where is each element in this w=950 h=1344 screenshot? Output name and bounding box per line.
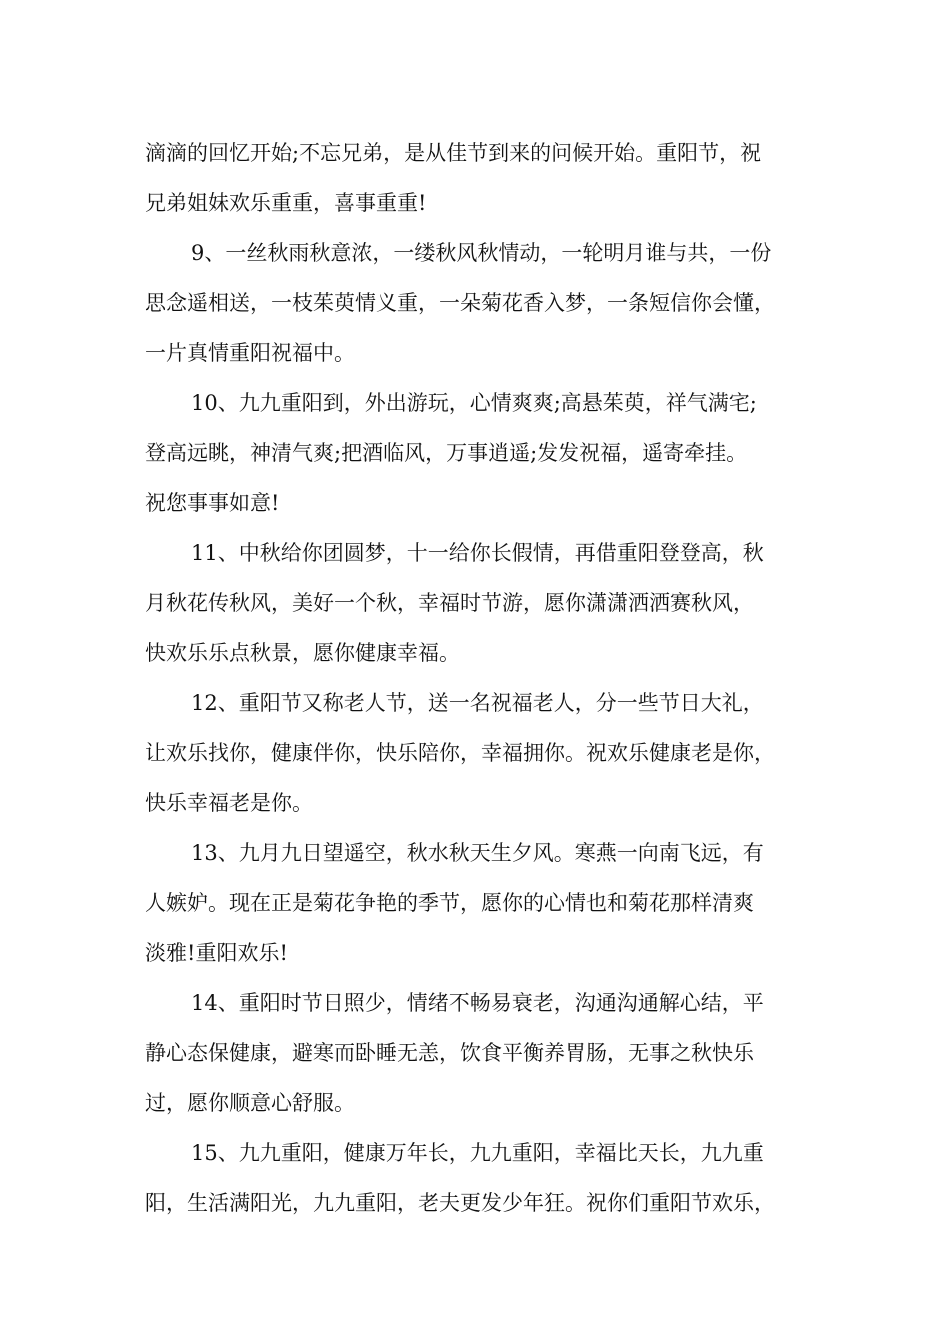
text-line: 人嫉妒。现在正是菊花争艳的季节，愿你的心情也和菊花那样清爽 [145, 891, 754, 915]
text-line: 登高远眺，神清气爽;把酒临风，万事逍遥;发发祝福，遥寄牵挂。 [145, 441, 748, 465]
text-line: 快欢乐乐点秋景，愿你健康幸福。 [145, 641, 460, 665]
text-line: 月秋花传秋风，美好一个秋，幸福时节游，愿你潇潇洒洒赛秋风， [145, 591, 754, 615]
paragraph-item-13 [145, 828, 825, 978]
text-line: 9、一丝秋雨秋意浓，一缕秋风秋情动，一轮明月谁与共，一份 [191, 241, 772, 265]
text-line: 淡雅!重阳欢乐! [145, 941, 288, 965]
text-line: 快乐幸福老是你。 [145, 791, 313, 815]
text-line: 祝您事事如意! [145, 491, 280, 515]
text-line: 14、重阳时节日照少，情绪不畅易衰老，沟通沟通解心结，平 [191, 991, 764, 1015]
text-line: 13、九月九日望遥空，秋水秋天生夕风。寒燕一向南飞远，有 [191, 841, 764, 865]
text-line: 一片真情重阳祝福中。 [145, 341, 355, 365]
text-line: 15、九九重阳，健康万年长，九九重阳，幸福比天长，九九重 [191, 1141, 764, 1165]
paragraph-item-15 [145, 1128, 825, 1228]
text-line: 12、重阳节又称老人节，送一名祝福老人，分一些节日大礼， [191, 691, 764, 715]
paragraph-continuation [145, 128, 825, 228]
paragraph-item-10 [145, 378, 825, 528]
text-line: 思念遥相送，一枝茱萸情义重，一朵菊花香入梦，一条短信你会懂， [145, 291, 775, 315]
text-line: 10、九九重阳到，外出游玩，心情爽爽;高悬茱萸，祥气满宅; [191, 391, 757, 415]
paragraph-item-9 [145, 228, 825, 378]
text-line: 阳，生活满阳光，九九重阳，老夫更发少年狂。祝你们重阳节欢乐， [145, 1191, 775, 1215]
text-line: 过，愿你顺意心舒服。 [145, 1091, 355, 1115]
paragraph-item-12 [145, 678, 825, 828]
text-line: 静心态保健康，避寒而卧睡无恙，饮食平衡养胃肠，无事之秋快乐 [145, 1041, 754, 1065]
document-body [145, 128, 825, 1228]
paragraph-item-14 [145, 978, 825, 1128]
text-line: 兄弟姐妹欢乐重重，喜事重重! [145, 191, 427, 215]
text-line: 让欢乐找你，健康伴你，快乐陪你，幸福拥你。祝欢乐健康老是你， [145, 741, 775, 765]
text-line: 11、中秋给你团圆梦，十一给你长假情，再借重阳登登高，秋 [191, 541, 764, 565]
text-line: 滴滴的回忆开始;不忘兄弟，是从佳节到来的问候开始。重阳节，祝 [145, 141, 762, 165]
paragraph-item-11 [145, 528, 825, 678]
